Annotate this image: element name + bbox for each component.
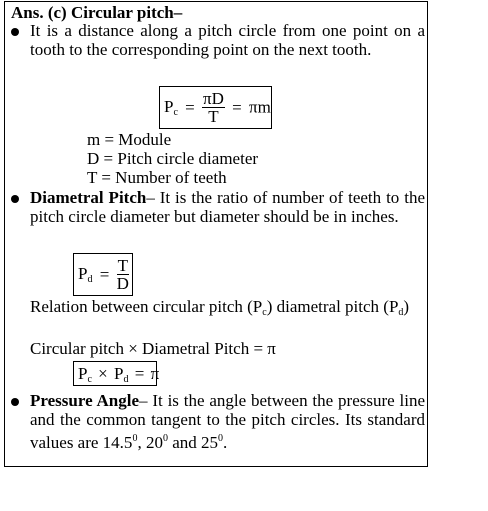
fraction-pi-d-over-t: $\frac{\pi D}{T}$ bbox=[203, 89, 224, 126]
equals-sign: = bbox=[185, 97, 195, 117]
definition-teeth: T = Number of teeth bbox=[87, 168, 227, 187]
product-formula: $P_c \times P_d = \pi$ bbox=[73, 361, 157, 386]
circular-pitch-definition: It is a distance along a pitch circle from one point on a tooth to the corresponding point on the next tooth. bbox=[30, 21, 425, 59]
equals-sign-2: = bbox=[232, 97, 242, 117]
formula-rhs: πm bbox=[248, 97, 271, 117]
fraction-t-over-d: $\frac{T}{D}$ bbox=[116, 256, 129, 293]
diametral-pitch-formula bbox=[73, 253, 133, 296]
bullet-circular bbox=[11, 27, 21, 37]
definition-diameter: D = Pitch circle diameter bbox=[87, 149, 259, 168]
pressure-angle-definition: Pressure Angle– It is the angle between the pressure line and the common tangent to the pitch circles. Its standard values are 14.5$^0$, $20^0$ and $25^0$. bbox=[30, 391, 425, 452]
formula-lhs: $P_c$ bbox=[164, 97, 178, 118]
bullet-diametral bbox=[11, 194, 21, 204]
answer-card bbox=[4, 1, 428, 467]
diametral-pitch-definition: Diametral Pitch– It is the ratio of number of teeth to the pitch circle diameter but diameter should be in inches. bbox=[30, 188, 425, 226]
relation-text: Relation between circular pitch $(P_c)$ diametral pitch $(P_d)$ bbox=[30, 297, 410, 318]
formula-lhs-pd: $P_d$ bbox=[78, 264, 93, 285]
bullet-pressure bbox=[11, 397, 21, 407]
product-line: Circular pitch × Diametral Pitch = π bbox=[30, 339, 276, 358]
circular-pitch-formula bbox=[159, 86, 272, 129]
equals-sign-3: = bbox=[99, 264, 110, 284]
definition-module: m = Module bbox=[87, 130, 172, 149]
heading: Ans. (c) Circular pitch– bbox=[11, 3, 183, 22]
